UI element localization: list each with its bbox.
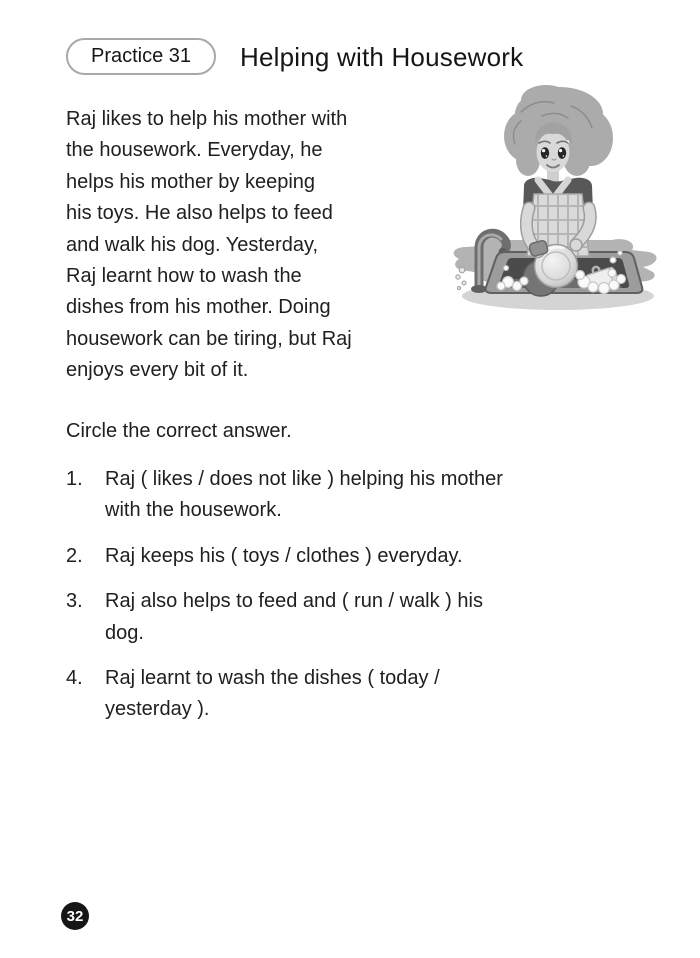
question-line: dog. [105,621,144,644]
question-line: Raj also helps to feed and ( run / walk ) his [105,590,483,613]
question-number: 3. [66,590,83,613]
reading-passage [66,104,466,387]
passage-line: enjoys every bit of it. [66,359,249,382]
question-item-4 [66,663,626,726]
question-number: 2. [66,544,83,567]
page-number-badge [61,902,89,930]
practice-badge [66,38,216,75]
girl-washing-dishes-illustration [446,82,670,320]
page-number: 32 [66,907,84,925]
question-item-3 [66,586,626,649]
question-number: 4. [66,667,83,690]
question-line: Raj ( likes / does not like ) helping his mother [105,468,503,490]
small-bubbles [456,267,466,289]
passage-line: helps his mother by keeping [66,170,316,193]
practice-badge-label: Practice 31 [91,45,192,67]
question-line: with the housework. [105,499,282,522]
question-number: 1. [66,468,83,490]
passage-line: Raj learnt how to wash the [66,265,302,288]
question-line: yesterday ). [105,698,210,721]
question-item-1 [66,464,626,527]
question-list [66,464,626,740]
question-line: Raj learnt to wash the dishes ( today / [105,667,440,690]
passage-line: housework can be tiring, but Raj [66,327,352,350]
passage-line: dishes from his mother. Doing [66,296,331,319]
passage-line: and walk his dog. Yesterday, [66,233,319,256]
passage-line: Raj likes to help his mother with [66,108,348,130]
question-item-2 [66,541,626,572]
passage-line: his toys. He also helps to feed [66,202,333,225]
question-line: Raj keeps his ( toys / clothes ) everyday. [105,544,463,567]
page-title: Helping with Housework [240,42,524,72]
instruction-text: Circle the correct answer. [66,420,292,442]
passage-line: the housework. Everyday, he [66,139,323,162]
